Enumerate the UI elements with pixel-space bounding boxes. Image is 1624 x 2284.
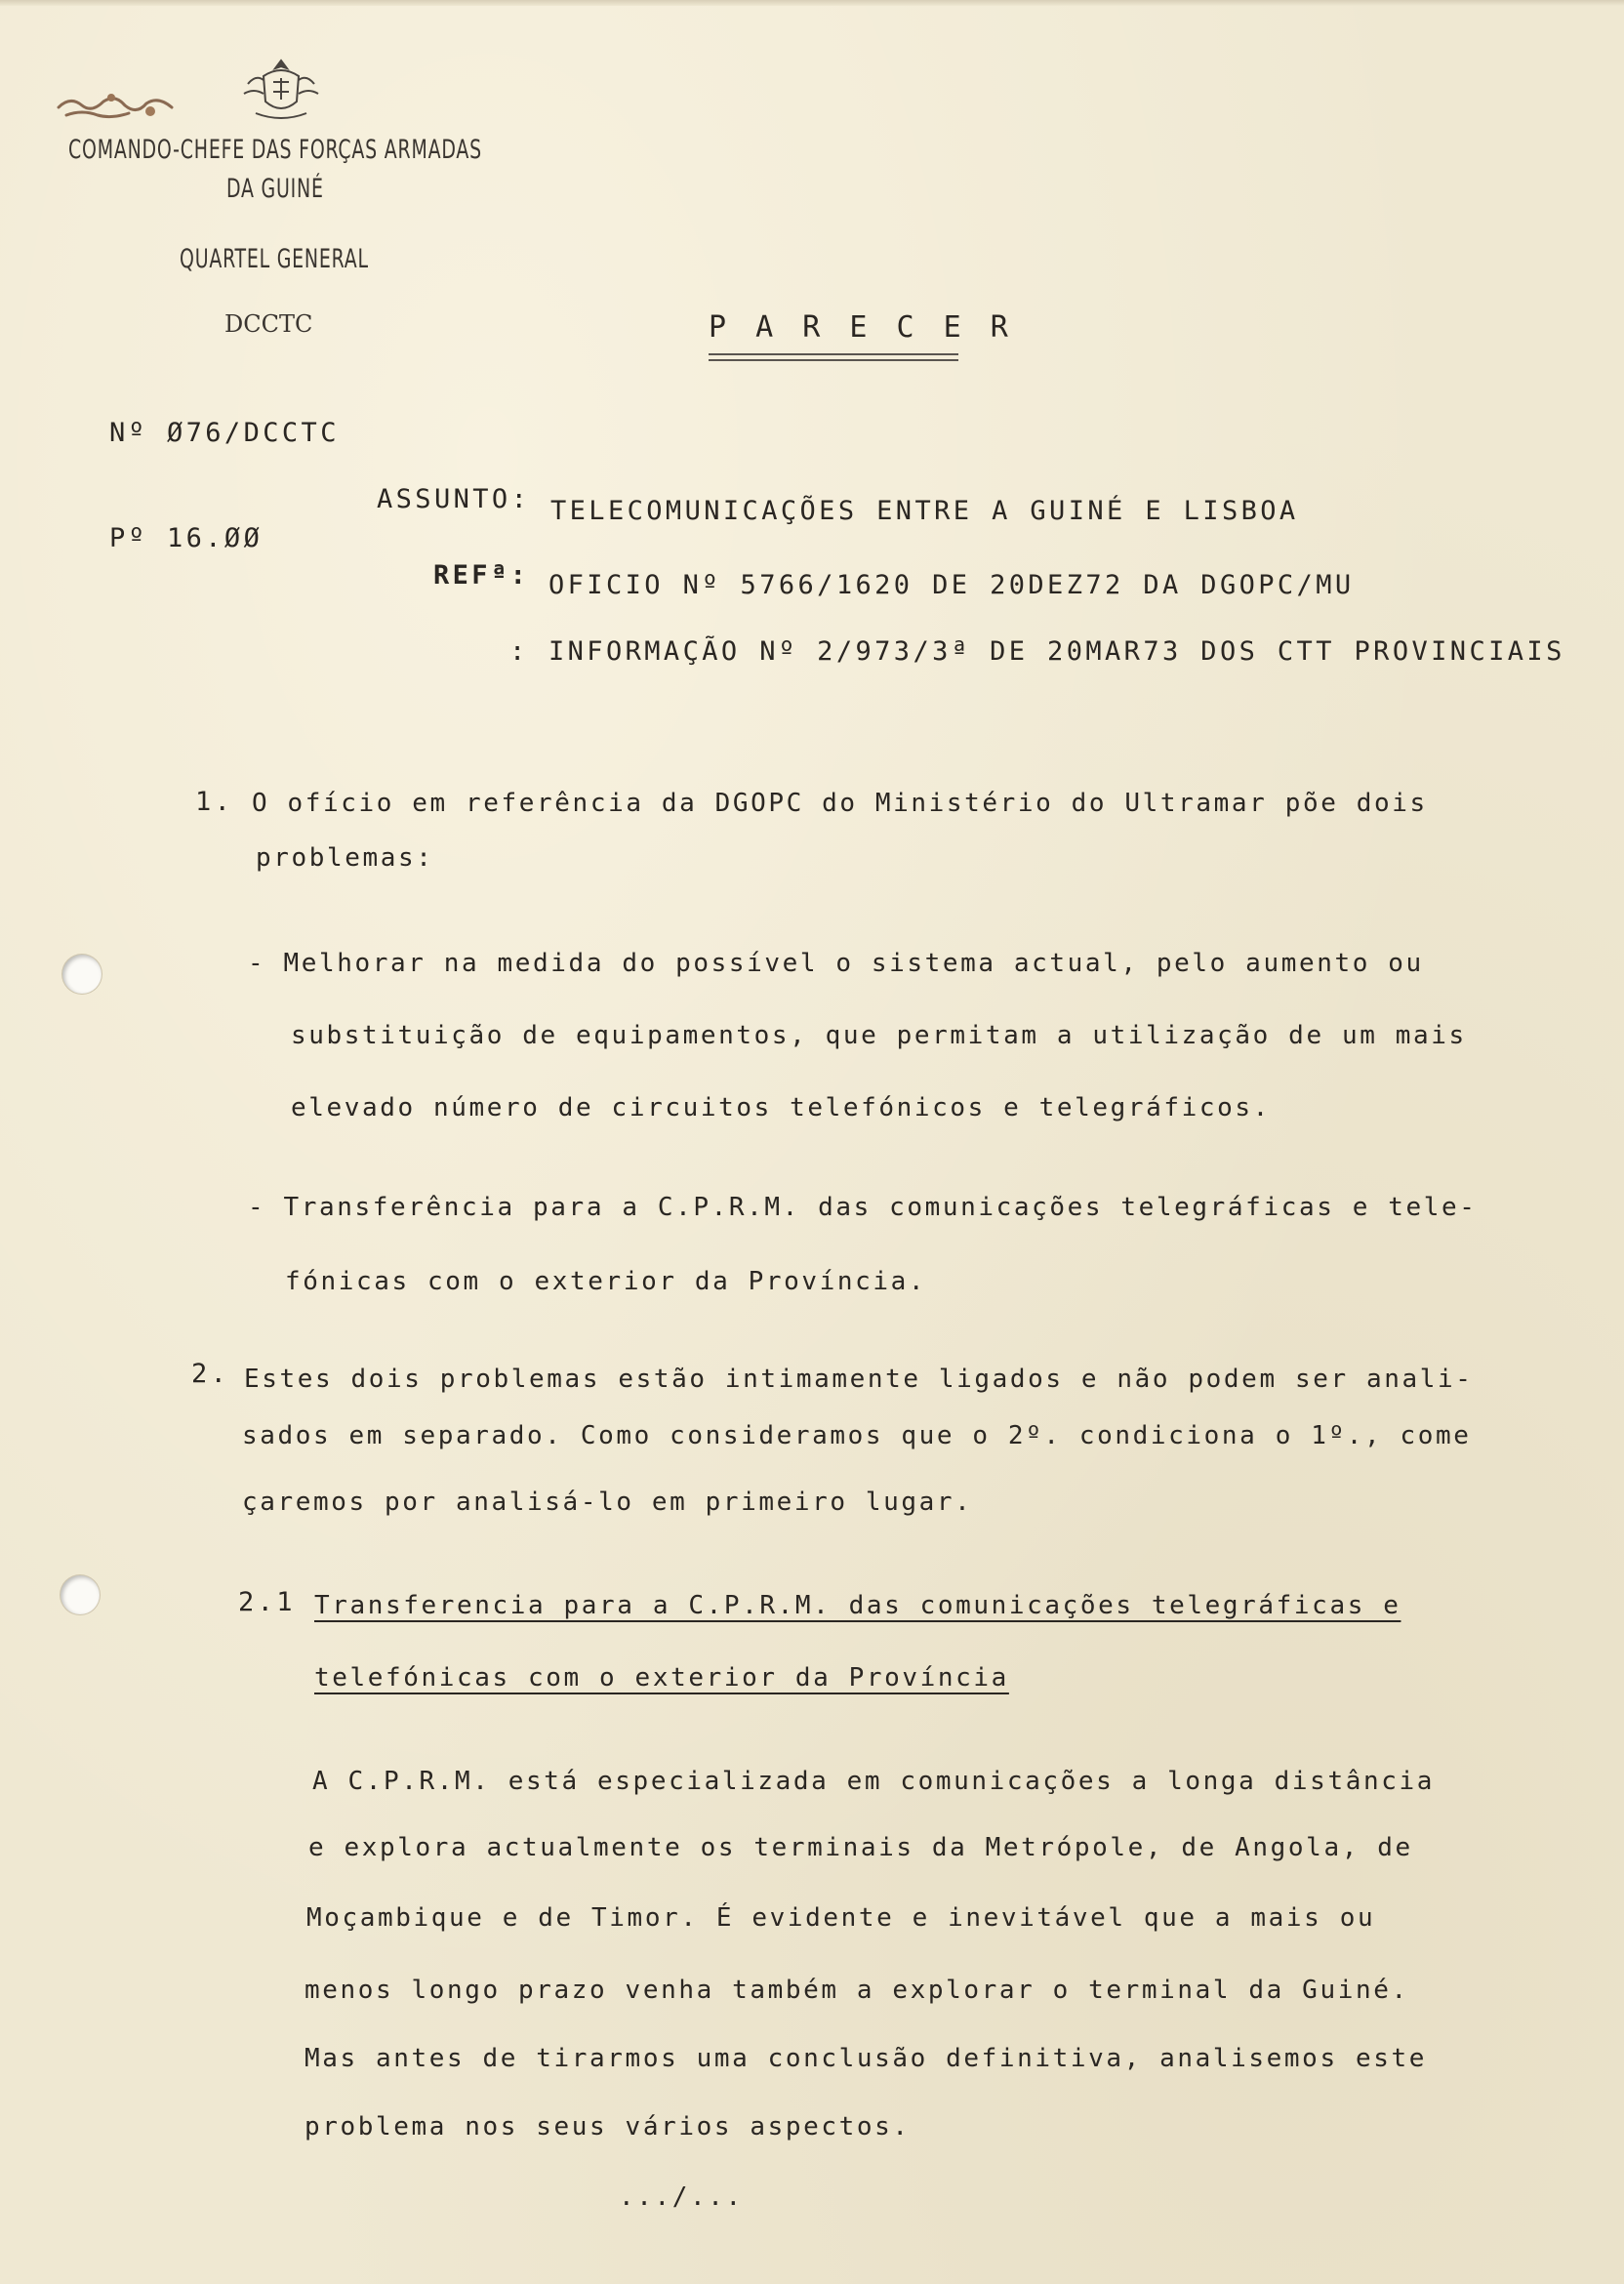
section-heading: telefónicas com o exterior da Província: [314, 1663, 1009, 1693]
section-heading: Transferencia para a C.P.R.M. das comunicações telegráficas e: [314, 1591, 1401, 1620]
body-line: A C.P.R.M. está especializada em comunicações a longa distância: [312, 1767, 1435, 1796]
paragraph-1-line: problemas:: [256, 843, 434, 873]
reference-text: OFICIO Nº 5766/1620 DE 20DEZ72 DA DGOPC/MU: [548, 570, 1355, 600]
ink-stamp-icon: [53, 86, 180, 125]
reference-number: Nº Ø76/DCCTC: [109, 418, 340, 448]
process-number: Pº 16.ØØ: [109, 523, 264, 553]
coat-of-arms-icon: [234, 55, 328, 125]
body-line: Mas antes de tirarmos uma conclusão definitiva, analisemos este: [304, 2044, 1427, 2073]
reference-2-label: :: [509, 636, 529, 667]
body-line: e explora actualmente os terminais da Metrópole, de Angola, de: [308, 1833, 1413, 1862]
letterhead-line-1: COMANDO-CHEFE DAS FORÇAS ARMADAS: [68, 135, 482, 165]
section-2-1-number: 2.1: [238, 1587, 296, 1617]
bullet-2-line: - Transferência para a C.P.R.M. das comunicações telegráficas e tele-: [248, 1193, 1478, 1222]
letterhead-line-3: QUARTEL GENERAL: [180, 244, 369, 274]
paragraph-2-line: Estes dois problemas estão intimamente ligados e não podem ser anali-: [244, 1365, 1474, 1394]
reference-label: REFª:: [433, 560, 530, 591]
reference-2-text: INFORMAÇÃO Nº 2/973/3ª DE 20MAR73 DOS CTT PROVINCIAIS: [548, 636, 1565, 667]
subject-label: ASSUNTO:: [377, 484, 531, 514]
paragraph-2-line: çaremos por analisá-lo em primeiro lugar.: [242, 1488, 973, 1517]
page-title: P A R E C E R: [709, 310, 1014, 345]
bullet-1-line: elevado número de circuitos telefónicos e telegráficos.: [291, 1093, 1271, 1122]
body-line: problema nos seus vários aspectos.: [304, 2112, 911, 2141]
letterhead-line-4: DCCTC: [224, 310, 313, 338]
letterhead-line-2: DA GUINÉ: [226, 174, 324, 204]
paragraph-1-number: 1.: [195, 787, 234, 817]
paper-edge: [0, 0, 1624, 6]
paragraph-1-line: O ofício em referência da DGOPC do Ministério do Ultramar põe dois: [252, 789, 1428, 818]
bullet-1-line: - Melhorar na medida do possível o sistema actual, pelo aumento ou: [248, 949, 1424, 978]
punch-hole-icon: [61, 1575, 100, 1614]
punch-hole-icon: [62, 955, 102, 994]
continuation-marker: .../...: [619, 2182, 744, 2212]
body-line: Moçambique e de Timor. É evidente e inevitável que a mais ou: [306, 1903, 1376, 1933]
title-underline: [709, 353, 958, 361]
subject-text: TELECOMUNICAÇÕES ENTRE A GUINÉ E LISBOA: [550, 496, 1299, 526]
paragraph-2-number: 2.: [191, 1359, 230, 1389]
body-line: menos longo prazo venha também a explorar o terminal da Guiné.: [304, 1976, 1409, 2005]
bullet-2-line: fónicas com o exterior da Província.: [285, 1267, 927, 1296]
paragraph-2-line: sados em separado. Como consideramos que o 2º. condiciona o 1º., come: [242, 1421, 1472, 1450]
bullet-1-line: substituição de equipamentos, que permitam a utilização de um mais: [291, 1021, 1467, 1050]
